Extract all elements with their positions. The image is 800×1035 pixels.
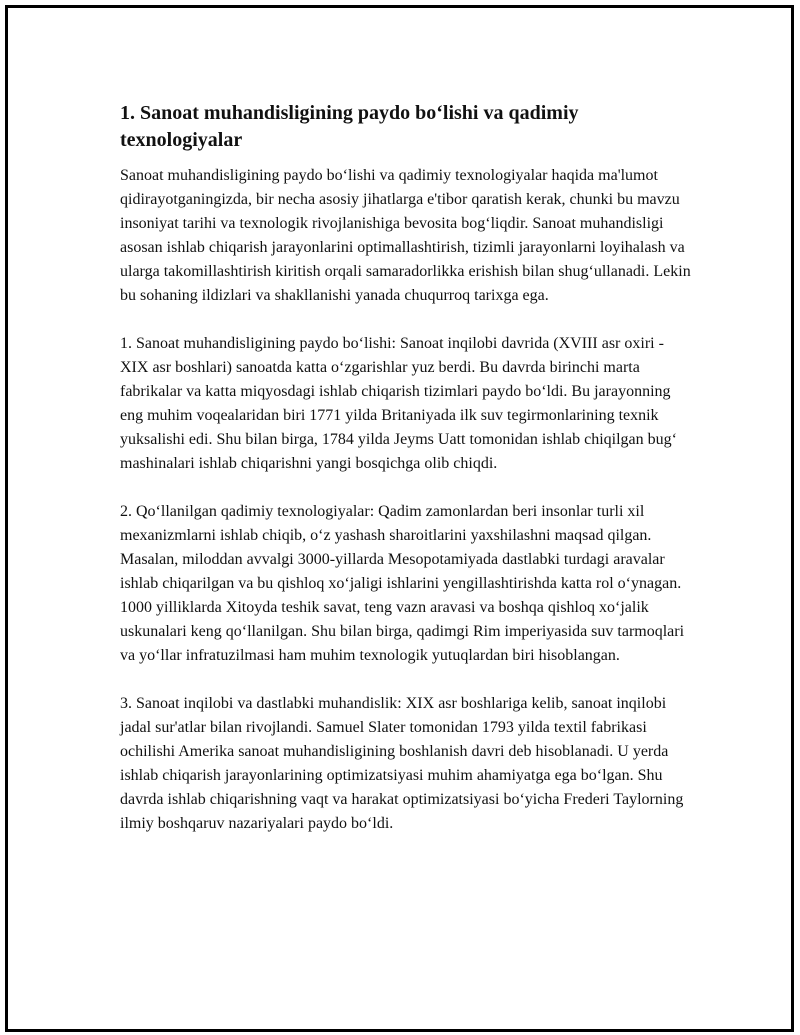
- section-3-paragraph: 3. Sanoat inqilobi va dastlabki muhandislik: XIX asr boshlariga kelib, sanoat inqilobi jadal sur'atlar bilan rivojlandi. Samuel Slater tomonidan 1793 yilda textil fabrikasi ochilishi Amerika sanoat muhandisligining boshlanish davri deb hisoblanadi. U yerda ishlab chiqarish jarayonlarining optimizatsiyasi muhim ahamiyatga ega bo‘lgan. Shu davrda ishlab chiqarishning vaqt va harakat optimizatsiyasi bo‘yicha Frederi Taylorning ilmiy boshqaruv nazariyalari paydo bo‘ldi.: [120, 695, 684, 832]
- document-heading: 1. Sanoat muhandisligining paydo bo‘lishi va qadimiy texnologiyalar: [120, 102, 579, 151]
- section-1-paragraph: 1. Sanoat muhandisligining paydo bo‘lishi: Sanoat inqilobi davrida (XVIII asr oxiri - XIX asr boshlari) sanoatda katta o‘zgarishlar yuz berdi. Bu davrda birinchi marta fabrikalar va katta miqyosdagi ishlab chiqarish tizimlari paydo bo‘ldi. Bu jarayonning eng muhim voqealaridan biri 1771 yilda Britaniyada ilk suv tegirmonlarining texnik yuksalishi edi. Shu bilan birga, 1784 yilda Jeyms Uatt tomonidan ishlab chiqilgan bug‘ mashinalari ishlab chiqarishni yangi bosqichga olib chiqdi.: [120, 335, 677, 472]
- document-body: [120, 100, 692, 860]
- intro-paragraph: Sanoat muhandisligining paydo bo‘lishi va qadimiy texnologiyalar haqida ma'lumot qidirayotganingizda, bir necha asosiy jihatlarga e'tibor qaratish kerak, chunki bu mavzu insoniyat tarihi va texnologik rivojlanishiga bevosita bog‘liqdir. Sanoat muhandisligi asosan ishlab chiqarish jarayonlarini optimallashtirish, tizimli jarayonlarni loyihalash va ularga takomillashtirish kiritish orqali samaradorlikka erishish bilan shug‘ullanadi. Lekin bu sohaning ildizlari va shakllanishi yanada chuqurroq tarixga ega.: [120, 167, 691, 304]
- document-page: [5, 5, 794, 1032]
- section-2-paragraph: 2. Qo‘llanilgan qadimiy texnologiyalar: Qadim zamonlardan beri insonlar turli xil mexanizmlarni ishlab chiqib, o‘z yashash sharoitlarini yaxshilashni maqsad qilgan. Masalan, miloddan avvalgi 3000-yillarda Mesopotamiyada dastlabki turdagi aravalar ishlab chiqarilgan va bu qishloq xo‘jaligi ishlarini yengillashtirishda katta rol o‘ynagan. 1000 yilliklarda Xitoyda teshik savat, teng vazn aravasi va boshqa qishloq xo‘jalik uskunalari keng qo‘llanilgan. Shu bilan birga, qadimgi Rim imperiyasida suv tarmoqlari va yo‘llar infratuzilmasi ham muhim texnologik yutuqlardan biri hisoblangan.: [120, 503, 685, 664]
